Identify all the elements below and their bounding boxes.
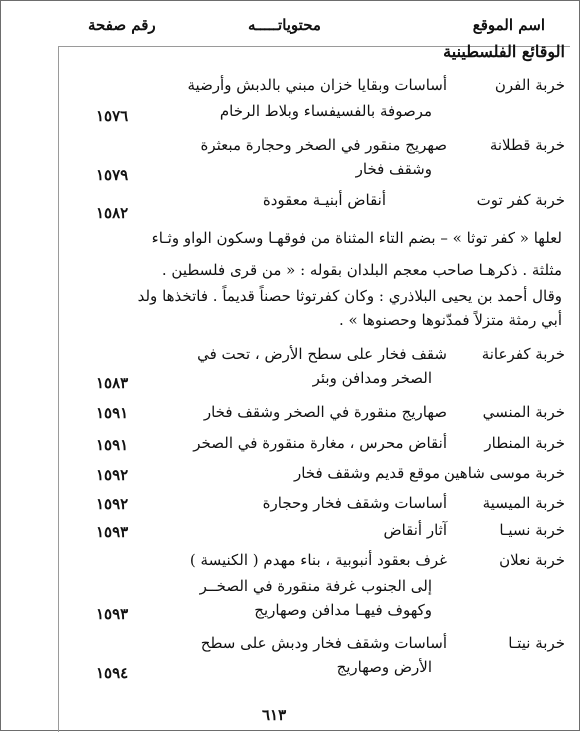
entry-line: شقف فخار على سطح الأرض ، تحت في — [197, 345, 447, 363]
section-title: الوقائع الفلسطينية — [443, 42, 565, 61]
note-line: مثلثة . ذكرهـا صاحب معجم البلدان بقوله : « من قرى فلسطين . — [161, 261, 562, 279]
entry-name: خربة نعلان — [499, 551, 565, 569]
entry-line: أنقاض محرس ، مغارة منقورة في الصخر — [193, 434, 447, 452]
entry-line: أنقاض أبنيـة معقودة — [262, 191, 386, 209]
entry-line: غرف بعقود أنبوبية ، بناء مهدم ( الكنيسة ) — [189, 551, 447, 569]
note-line: أبي رمثة متزلاً فمدّنوها وحصنوها » . — [338, 311, 562, 329]
entry-line: إلى الجنوب غرفة منقورة في الصخــر — [199, 577, 432, 595]
entry-name: خربة المنطار — [484, 434, 565, 452]
entry-line: صهريج منقور في الصخر وحجارة مبعثرة — [200, 136, 447, 154]
entry-page: ١٥٩٣ — [96, 605, 129, 623]
entry-page: ١٥٩١ — [96, 436, 129, 454]
header-page: رقم صفحة — [88, 16, 156, 34]
entry-name: خربة قطلانة — [489, 136, 565, 154]
entry-line: مرصوفة بالفسيفساء وبلاط الرخام — [219, 102, 432, 120]
entry-name: خربة الميسية — [482, 494, 565, 512]
entry-line: أساسات وشقف فخار ودبش على سطح — [200, 634, 447, 652]
entry-line: أساسات وشقف فخار وحجارة — [262, 494, 447, 512]
entry-line: أساسات وبقايا خزان مبني بالدبش وأرضية — [187, 76, 447, 94]
entry-page: ١٥٩٤ — [96, 664, 129, 682]
entry-page: ١٥٨٢ — [96, 204, 129, 222]
entry-line: صهاريج منقورة في الصخر وشقف فخار — [203, 403, 447, 421]
entry-page: ١٥٩٢ — [96, 466, 129, 484]
entry-page: ١٥٧٦ — [96, 107, 129, 125]
entry-name: خربة كفرعانة — [481, 345, 565, 363]
entry-line: وكهوف فيهـا مدافن وصهاريج — [254, 601, 432, 619]
entry-name: خربة نيتـا — [508, 634, 565, 652]
entry-page: ١٥٧٩ — [96, 166, 129, 184]
entry-line: الأرض وصهاريج — [336, 658, 432, 676]
header-contents: محتوياتـــــه — [248, 16, 321, 34]
entry-name: خربة كفر توت — [476, 191, 565, 209]
entry-name: خربة موسى شاهين — [443, 464, 565, 482]
entry-page: ١٥٩١ — [96, 404, 129, 422]
page-number: ٦١٣ — [262, 706, 287, 724]
entry-page: ١٥٩٣ — [96, 523, 129, 541]
entry-line: آثار أنقاض — [383, 521, 447, 539]
entry-name: خربة الفرن — [494, 76, 565, 94]
header-site: اسم الموقع — [472, 16, 545, 34]
entry-line: موقع قديم وشقف فخار — [293, 464, 440, 482]
note-line: وقال أحمد بن يحيى البلاذري : وكان كفرتوثا حصناً قديماً . فاتخذها ولد — [137, 287, 562, 305]
entry-line: الصخر ومدافن وبئر — [312, 369, 432, 387]
entry-page: ١٥٨٣ — [96, 374, 129, 392]
entry-name: خربة نسيـا — [499, 521, 565, 539]
entry-name: خربة المنسي — [482, 403, 565, 421]
note-line: لعلها « كفر توثا » – بضم التاء المثناة من فوقهـا وسكون الواو وثـاء — [151, 229, 562, 247]
entry-page: ١٥٩٢ — [96, 495, 129, 513]
entry-line: وشقف فخار — [355, 160, 432, 178]
